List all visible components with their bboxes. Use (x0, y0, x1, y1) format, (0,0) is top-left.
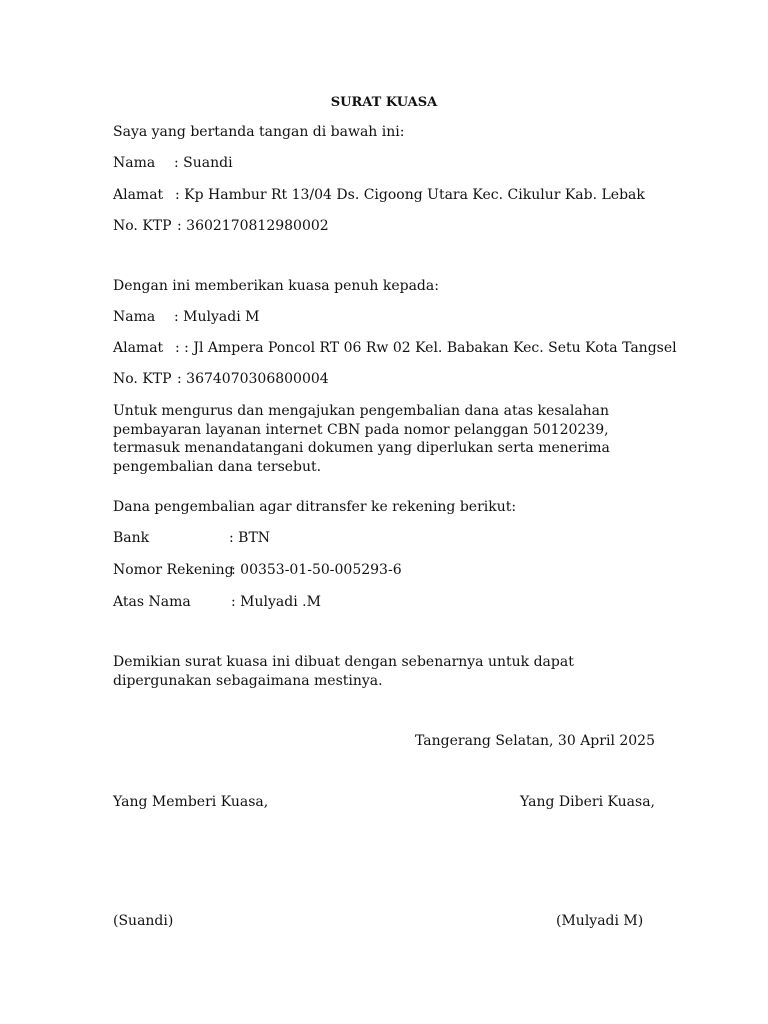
grantee-signature-name: (Mulyadi M) (556, 913, 644, 929)
grantor-ktp-value: : 3602170812980002 (177, 218, 329, 234)
account-number-value: : 00353-01-50-005293-6 (231, 562, 402, 578)
grantor-address-value: : Kp Hambur Rt 13/04 Ds. Cigoong Utara Kec. Cikulur Kab. Lebak (175, 187, 645, 203)
closing-paragraph: Demikian surat kuasa ini dibuat dengan sebenarnya untuk dapat dipergunakan sebagaimana mestinya. (113, 654, 574, 689)
grantor-role: Yang Memberi Kuasa, (113, 794, 269, 810)
grantee-ktp-label: No. KTP (113, 371, 172, 387)
grantor-address-label: Alamat (113, 187, 164, 203)
account-number-label: Nomor Rekening (113, 562, 234, 578)
grant-intro-text: Dengan ini memberikan kuasa penuh kepada: (113, 278, 439, 294)
grantor-name-value: : Suandi (174, 155, 233, 171)
grantee-name-value: : Mulyadi M (174, 309, 260, 325)
grantee-role: Yang Diberi Kuasa, (520, 794, 655, 810)
grantee-address-label: Alamat (113, 340, 164, 356)
bank-value: : BTN (229, 530, 271, 546)
purpose-paragraph: Untuk mengurus dan mengajukan pengembalian dana atas kesalahan pembayaran layanan internet CBN pada nomor pelanggan 50120239, termasuk menandatangani dokumen yang diperlukan serta menerima pengembalian dana tersebut. (113, 403, 610, 475)
intro-text: Saya yang bertanda tangan di bawah ini: (113, 124, 405, 140)
account-name-label: Atas Nama (113, 594, 191, 610)
grantor-signature-name: (Suandi) (113, 913, 174, 929)
grantee-address-value: : : Jl Ampera Poncol RT 06 Rw 02 Kel. Babakan Kec. Setu Kota Tangsel (175, 340, 677, 356)
transfer-intro-text: Dana pengembalian agar ditransfer ke rekening berikut: (113, 499, 517, 515)
grantee-name-label: Nama (113, 309, 156, 325)
place-date: Tangerang Selatan, 30 April 2025 (415, 733, 655, 749)
grantee-ktp-value: : 3674070306800004 (177, 371, 329, 387)
grantor-name-label: Nama (113, 155, 156, 171)
bank-label: Bank (113, 530, 150, 546)
account-name-value: : Mulyadi .M (231, 594, 321, 610)
grantor-ktp-label: No. KTP (113, 218, 172, 234)
document-title: SURAT KUASA (330, 95, 438, 110)
